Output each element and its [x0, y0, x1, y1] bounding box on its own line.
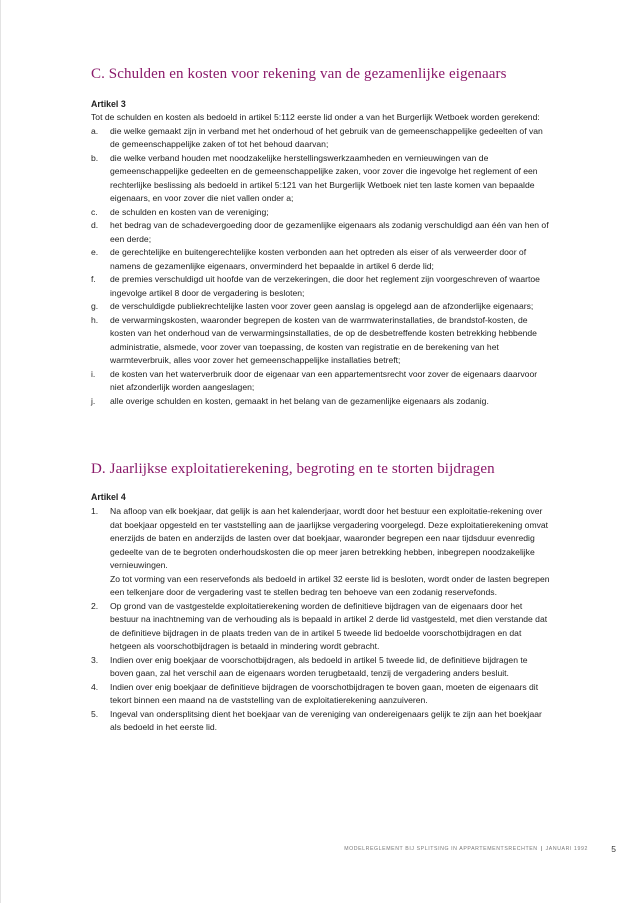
list-marker: 1.: [91, 506, 99, 516]
list-item-text: [110, 654, 553, 681]
paragraph: Na afloop van elk boekjaar, dat gelijk is aan het kalenderjaar, wordt door het bestuur een exploitatie-rekening over dat boekjaar opgesteld en ter vaststelling aan de jaarlijkse vergadering voorgelegd. Deze exploitatierekening omvat enerzijds de baten en anderzijds de lasten over dat boekjaar, waaronder begrepen een naar tijdsduur evenredig gedeelte van de te begroten onderhoudskosten die op meer jaren betrekking hebben, inbegrepen noodzakelijke vernieuwingen.: [110, 506, 549, 570]
article-4-list: [91, 505, 553, 735]
list-marker: d.: [91, 220, 99, 230]
article-4-item-2: [91, 600, 553, 654]
article-4-heading: Artikel 4: [91, 492, 126, 502]
article-3-item-3: [91, 206, 553, 220]
page-footer: [1, 844, 638, 856]
article-3-item-1: [91, 125, 553, 152]
list-marker: 3.: [91, 654, 99, 665]
list-marker: 5.: [91, 708, 99, 719]
list-item-text: de kosten van het waterverbruik door de eigenaar van een appartementsrecht voor zover de eigenaars daarvoor niet afzonderlijk worden aangeslagen;: [110, 368, 538, 392]
paragraph: Indien over enig boekjaar de voorschotbijdragen, als bedoeld in artikel 5 tweede lid, de definitieve bijdragen te boven gaan, zal het verschil aan de eigenaars worden terugbetaald, tenzij de vergadering anders besluit.: [110, 654, 528, 678]
article-4-item-1: [91, 505, 553, 600]
article-3-item-5: [91, 246, 553, 273]
list-item-text: alle overige schulden en kosten, gemaakt in het belang van de gezamenlijke eigenaars als zodanig.: [110, 395, 489, 406]
list-item-text: [110, 708, 553, 735]
footer-date: JANUARI 1992: [545, 846, 588, 852]
article-3-item-7: [91, 300, 553, 314]
list-marker: h.: [91, 314, 99, 325]
footer-title: [344, 846, 588, 852]
article-3-item-2: [91, 152, 553, 206]
paragraph: Indien over enig boekjaar de definitieve bijdragen de voorschotbijdragen te boven gaan, moeten de eigenaars dit tekort binnen een maand na de vaststelling van de exploitatierekening aanzuiveren.: [110, 681, 539, 705]
article-3-body: [91, 111, 553, 408]
paragraph: Zo tot vorming van een reservefonds als bedoeld in artikel 32 eerste lid is besloten, wordt onder de lasten begrepen een telkenjare door de vergadering vast te stellen bedrag ten behoeve van een zodanig reservefonds.: [110, 573, 550, 597]
article-3-list: [91, 125, 553, 409]
article-3-heading: Artikel 3: [91, 99, 126, 109]
list-item-text: de verschuldigde publiekrechtelijke lasten voor zover geen aanslag is opgelegd aan de afzonderlijke eigenaars;: [110, 301, 534, 311]
list-marker: a.: [91, 125, 99, 136]
paragraph: Ingeval van ondersplitsing dient het boekjaar van de vereniging van ondereigenaars gelijk te zijn aan het boekjaar als bedoeld in het eerste lid.: [110, 708, 542, 732]
list-item-text: de verwarmingskosten, waaronder begrepen de kosten van de warmwaterinstallaties, de brandstof-kosten, de kosten van het onderhoud van de verwarmingsinstallaties, de op de desbetreffende kosten betrekking hebbende administratie, alsmede, voor zover van toepassing, de kosten van registratie en de berekening van het warmteverbruik, alles voor zover het gemeenschappelijke installaties betreft;: [110, 314, 537, 365]
list-item-text: die welke verband houden met noodzakelijke herstellingswerkzaamheden en vernieuwingen van de gemeenschappelijke gedeelten en de gemeenschappelijke zaken, voor zover die ingevolge het reglement of een rechterlijke beslissing als bedoeld in artikel 5:121 van het Burgerlijk Wetboek niet ten laste komen van bepaalde eigenaars, en voor zover die niet vallen onder a;: [110, 152, 538, 203]
list-item-text: [110, 600, 553, 654]
list-item-text: [110, 681, 553, 708]
article-3-item-4: [91, 219, 553, 246]
list-item-text: de premies verschuldigd uit hoofde van de verzekeringen, die door het reglement zijn voorgeschreven of waartoe ingevolge artikel 8 door de vergadering is besloten;: [110, 274, 540, 298]
article-4-item-3: [91, 654, 553, 681]
list-marker: f.: [91, 274, 96, 284]
article-4-item-5: [91, 708, 553, 735]
article-3-intro: Tot de schulden en kosten als bedoeld in artikel 5:112 eerste lid onder a van het Burgerlijk Wetboek worden gerekend:: [91, 112, 540, 122]
page-number: 5: [611, 844, 616, 854]
article-4-body: [91, 505, 553, 735]
article-3-item-8: [91, 314, 553, 368]
list-item-text: [110, 505, 553, 600]
footer-separator: |: [540, 846, 543, 852]
list-marker: e.: [91, 247, 99, 257]
list-marker: c.: [91, 206, 98, 217]
article-4-item-4: [91, 681, 553, 708]
list-marker: i.: [91, 368, 96, 379]
list-marker: b.: [91, 152, 99, 163]
list-item-text: de gerechtelijke en buitengerechtelijke kosten verbonden aan het optreden als eiser of als verweerder door of namens de gezamenlijke eigenaars, onverminderd het bepaalde in artikel 6 derde lid;: [110, 247, 527, 271]
list-item-text: het bedrag van de schadevergoeding door de gezamenlijke eigenaars als zodanig verschuldigd aan één van hen of een derde;: [110, 220, 549, 244]
article-3-item-10: [91, 395, 553, 409]
list-marker: 4.: [91, 681, 99, 692]
section-d-heading: D. Jaarlijkse exploitatierekening, begroting en te storten bijdragen: [91, 461, 495, 477]
list-marker: g.: [91, 301, 99, 311]
list-item-text: die welke gemaakt zijn in verband met het onderhoud of het gebruik van de gemeenschappelijke gedeelten of van de gemeenschappelijke zaken of tot het behoud daarvan;: [110, 125, 543, 149]
list-item-text: de schulden en kosten van de vereniging;: [110, 206, 269, 217]
section-c-heading: C. Schulden en kosten voor rekening van de gezamenlijke eigenaars: [91, 66, 507, 82]
footer-document-title: MODELREGLEMENT BIJ SPLITSING IN APPARTEMENTSRECHTEN: [344, 846, 538, 852]
article-3-item-6: [91, 273, 553, 300]
article-3-item-9: [91, 368, 553, 395]
list-marker: j.: [91, 395, 96, 406]
list-marker: 2.: [91, 600, 99, 611]
paragraph: Op grond van de vastgestelde exploitatierekening worden de definitieve bijdragen van de eigenaars door het bestuur na inachtneming van de verhouding als is bepaald in artikel 2 derde lid vastgesteld, met dien verstande dat de definitieve bijdragen in de plaats treden van de in artikel 5 tweede lid bedoelde voorschotbijdragen en dat hetgeen als voorschotbijdragen is betaald in mindering wordt gebracht.: [110, 600, 548, 651]
